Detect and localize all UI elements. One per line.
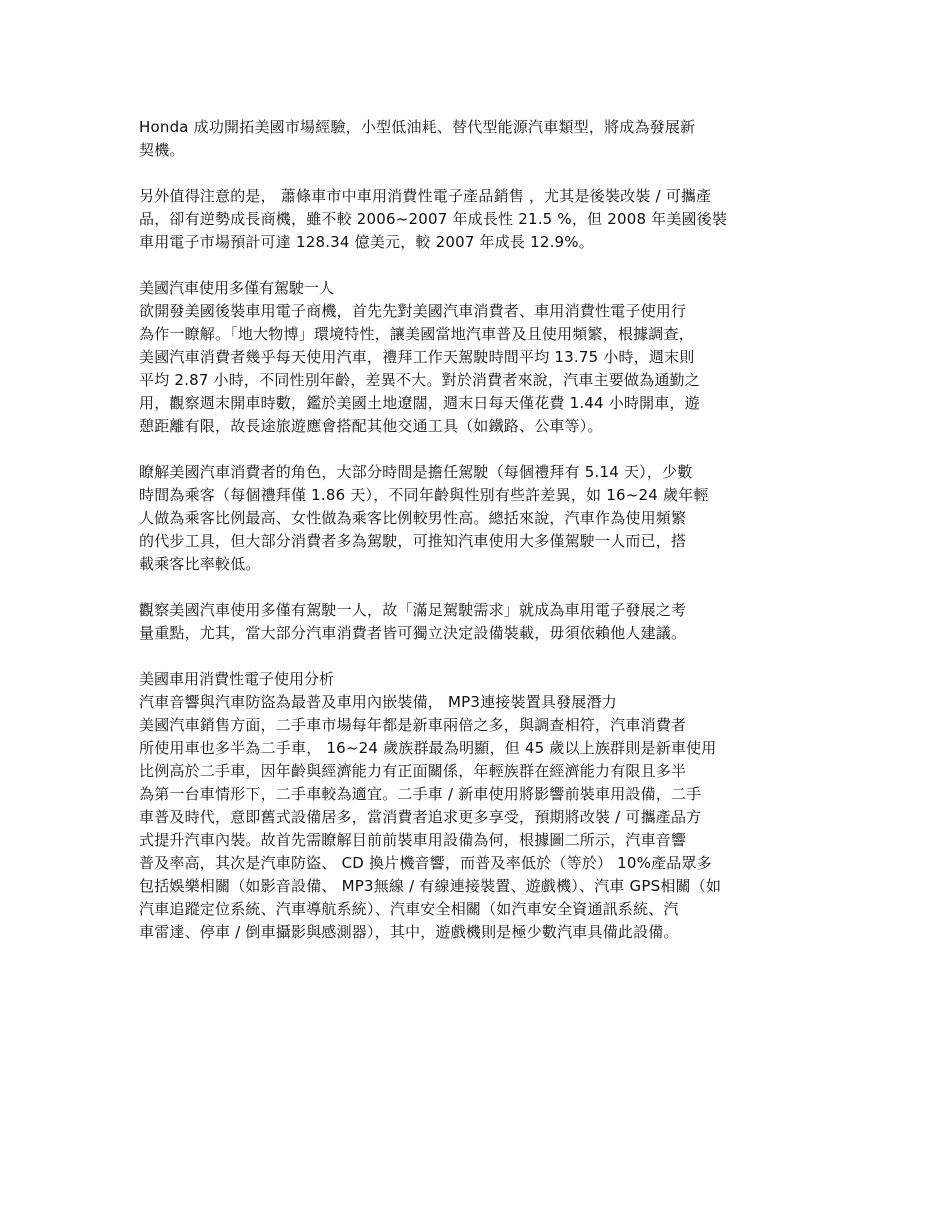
text-line: 汽車追蹤定位系統、汽車導航系統）、汽車安全相關（如汽車安全資通訊系統、汽 — [139, 900, 679, 918]
text-line: 包括娛樂相關（如影音設備、 MP3無線 / 有線連接裝置、遊戲機）、汽車 GPS相關（如 — [139, 877, 722, 895]
text-line: 憩距離有限，故長途旅遊應會搭配其他交通工具（如鐵路、公車等）。 — [139, 417, 603, 435]
text-line: 品，卻有逆勢成長商機，雖不較 2006~2007 年成長性 21.5 %，但 2008 年美國後裝 — [139, 210, 728, 228]
text-line: 車雷達、停車 / 倒車攝影與感測器），其中，遊戲機則是極少數汽車具備此設備。 — [139, 923, 679, 941]
text-line: 所使用車也多半為二手車， 16~24 歲族群最為明顯，但 45 歲以上族群則是新車使用 — [139, 739, 717, 757]
section-heading: 美國車用消費性電子使用分析 — [139, 670, 335, 688]
text-line: 的代步工具，但大部分消費者多為駕駛，可推知汽車使用大多僅駕駛一人而已，搭 — [139, 532, 687, 550]
paragraph-honda — [139, 116, 819, 162]
text-line: 普及率高，其次是汽車防盜、 CD 換片機音響，而普及率低於（等於） 10%產品眾多 — [139, 854, 712, 872]
text-line: 量重點，尤其，當大部分汽車消費者皆可獨立決定設備裝載，毋須依賴他人建議。 — [139, 624, 687, 642]
text-line: Honda 成功開拓美國市場經驗，小型低油耗、替代型能源汽車類型，將成為發展新 — [139, 118, 696, 136]
paragraph-driver-role — [139, 461, 819, 576]
text-line: 契機。 — [139, 141, 185, 159]
section-consumer-electronics-analysis — [139, 668, 819, 944]
text-line: 另外值得注意的是， 蕭條車市中車用消費性電子產品銷售 ，尤其是後裝改裝 / 可攜產 — [139, 187, 712, 205]
text-line: 車普及時代，意即舊式設備居多，當消費者追求更多享受，預期將改裝 / 可攜產品方 — [139, 808, 702, 826]
text-line: 用，觀察週末開車時數，鑑於美國土地遼闊，週末日每天僅花費 1.44 小時開車，遊 — [139, 394, 700, 412]
paragraph-aftermarket-growth — [139, 185, 819, 254]
text-line: 汽車音響與汽車防盜為最普及車用內嵌裝備， MP3連接裝置具發展潛力 — [139, 693, 617, 711]
text-line: 瞭解美國汽車消費者的角色，大部分時間是擔任駕駛（每個禮拜有 5.14 天），少數 — [139, 463, 693, 481]
text-line: 載乘客比率較低。 — [139, 555, 261, 573]
text-line: 平均 2.87 小時，不同性別年齡，差異不大。對於消費者來說，汽車主要做為通勤之 — [139, 371, 700, 389]
text-line: 為作一瞭解。「地大物博」環境特性，讓美國當地汽車普及且使用頻繁，根據調查， — [139, 325, 694, 343]
paragraph-driver-needs — [139, 599, 819, 645]
section-driver-only — [139, 277, 819, 438]
section-heading: 美國汽車使用多僅有駕駛一人 — [139, 279, 335, 297]
text-line: 美國汽車銷售方面，二手車市場每年都是新車兩倍之多，與調查相符，汽車消費者 — [139, 716, 687, 734]
text-line: 式提升汽車內裝。故首先需瞭解目前前裝車用設備為何，根據圖二所示，汽車音響 — [139, 831, 687, 849]
text-line: 時間為乘客（每個禮拜僅 1.86 天），不同年齡與性別有些許差異，如 16~24 歲年輕 — [139, 486, 709, 504]
text-line: 車用電子市場預計可達 128.34 億美元，較 2007 年成長 12.9%。 — [139, 233, 594, 251]
text-line: 人做為乘客比例最高、女性做為乘客比例較男性高。總括來說，汽車作為使用頻繁 — [139, 509, 687, 527]
text-line: 為第一台車情形下，二手車較為適宜。二手車 / 新車使用將影響前裝車用設備，二手 — [139, 785, 702, 803]
text-line: 欲開發美國後裝車用電子商機，首先先對美國汽車消費者、車用消費性電子使用行 — [139, 302, 687, 320]
text-line: 比例高於二手車，因年齡與經濟能力有正面關係，年輕族群在經濟能力有限且多半 — [139, 762, 687, 780]
text-line: 觀察美國汽車使用多僅有駕駛一人，故「滿足駕駛需求」就成為車用電子發展之考 — [139, 601, 687, 619]
document-body — [139, 116, 819, 967]
text-line: 美國汽車消費者幾乎每天使用汽車，禮拜工作天駕駛時間平均 13.75 小時，週末則 — [139, 348, 695, 366]
